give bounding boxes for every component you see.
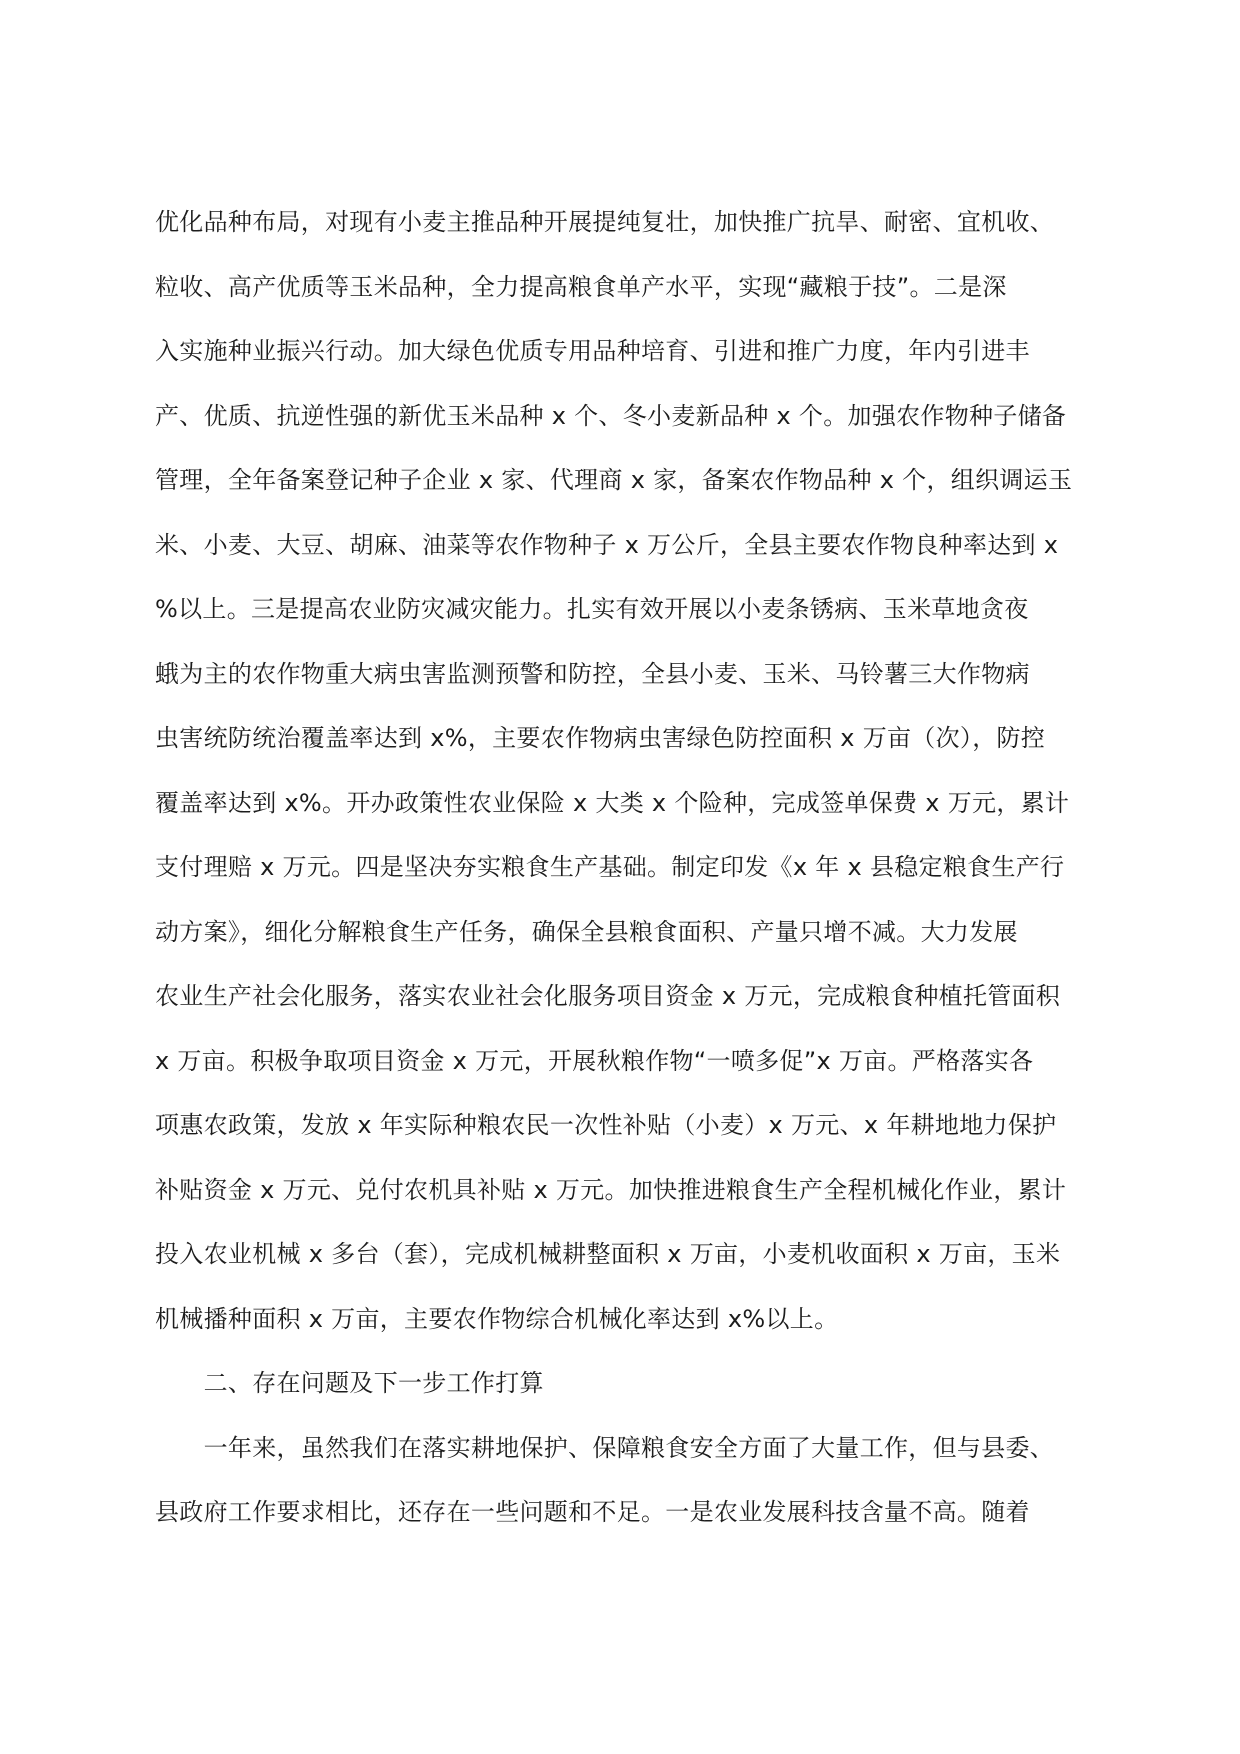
text-line: 补贴资金 x 万元、兑付农机具补贴 x 万元。加快推进粮食生产全程机械化作业，累计 [155, 1175, 1067, 1204]
text-line: 县政府工作要求相比，还存在一些问题和不足。一是农业发展科技含量不高。随着 [155, 1498, 1030, 1526]
text-line: x 万亩。积极争取项目资金 x 万元，开展秋粮作物“一喷多促”x 万亩。严格落实各 [155, 1046, 1034, 1075]
text-line: 管理，全年备案登记种子企业 x 家、代理商 x 家，备案农作物品种 x 个，组织调运玉 [155, 466, 1073, 494]
text-line: 投入农业机械 x 多台（套），完成机械耕整面积 x 万亩，小麦机收面积 x 万亩，玉米 [155, 1240, 1061, 1268]
section-heading: 二、存在问题及下一步工作打算 [155, 1369, 544, 1397]
text-line: 蛾为主的农作物重大病虫害监测预警和防控，全县小麦、玉米、马铃薯三大作物病 [155, 659, 1030, 688]
text-line: 覆盖率达到 x%。开办政策性农业保险 x 大类 x 个险种，完成签单保费 x 万元，累计 [155, 788, 1070, 817]
text-line: 农业生产社会化服务，落实农业社会化服务项目资金 x 万元，完成粮食种植托管面积 [155, 982, 1061, 1010]
text-line: %以上。三是提高农业防灾减灾能力。扎实有效开展以小麦条锈病、玉米草地贪夜 [155, 595, 1029, 623]
text-line: 项惠农政策，发放 x 年实际种粮农民一次性补贴（小麦）x 万元、x 年耕地地力保护 [155, 1111, 1057, 1139]
text-line: 支付理赔 x 万元。四是坚决夯实粮食生产基础。制定印发《x 年 x 县稳定粮食生产行 [155, 853, 1065, 881]
text-line: 粒收、高产优质等玉米品种，全力提高粮食单产水平，实现“藏粮于技”。二是深 [155, 272, 1007, 301]
text-line: 机械播种面积 x 万亩，主要农作物综合机械化率达到 x%以上。 [155, 1304, 839, 1333]
text-line: 米、小麦、大豆、胡麻、油菜等农作物种子 x 万公斤，全县主要农作物良种率达到 x [155, 530, 1059, 559]
text-line: 虫害统防统治覆盖率达到 x%，主要农作物病虫害绿色防控面积 x 万亩（次），防控 [155, 724, 1046, 752]
document-body [155, 190, 1085, 1545]
text-line: 入实施种业振兴行动。加大绿色优质专用品种培育、引进和推广力度，年内引进丰 [155, 337, 1030, 365]
text-line: 优化品种布局，对现有小麦主推品种开展提纯复壮，加快推广抗旱、耐密、宜机收、 [155, 208, 1055, 236]
text-line: 动方案》，细化分解粮食生产任务，确保全县粮食面积、产量只增不减。大力发展 [155, 917, 1018, 946]
text-line: 一年来，虽然我们在落实耕地保护、保障粮食安全方面了大量工作，但与县委、 [155, 1433, 1055, 1462]
text-line: 产、优质、抗逆性强的新优玉米品种 x 个、冬小麦新品种 x 个。加强农作物种子储备 [155, 401, 1067, 430]
